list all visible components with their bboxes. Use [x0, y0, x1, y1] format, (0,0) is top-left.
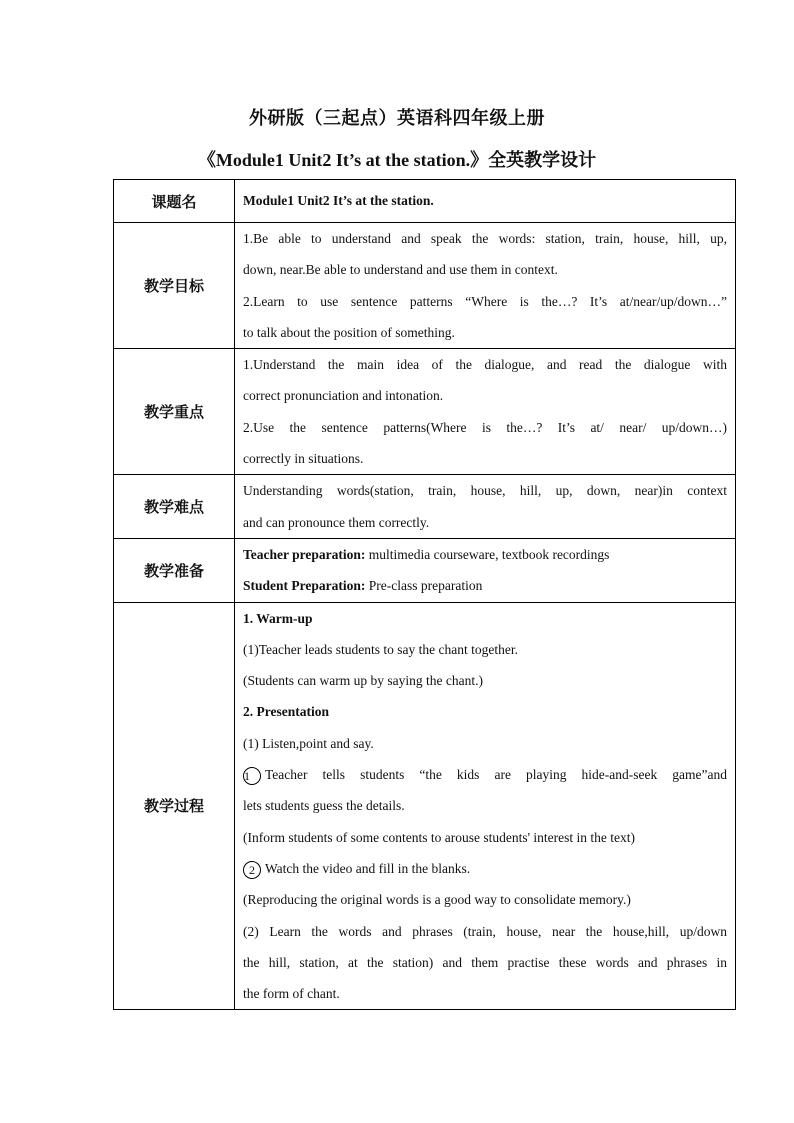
- process-content: [235, 602, 736, 1010]
- row-label-difficulties: 教学难点: [114, 475, 235, 539]
- table-row-topic: [114, 180, 736, 223]
- document-subtitle: 《Module1 Unit2 It’s at the station.》全英教学设计: [197, 150, 597, 170]
- topic-value: Module1 Unit2 It’s at the station.: [235, 180, 736, 223]
- preparation-content: [235, 538, 736, 602]
- key-points-line: 2.Use the sentence patterns(Where is the…? It’s at/ near/ up/down…): [243, 419, 727, 435]
- difficulties-line: Understanding words(station, train, house, hill, up, down, near)in context: [243, 483, 727, 499]
- process-line: (1)Teacher leads students to say the chant together.: [243, 641, 518, 657]
- process-line: lets students guess the details.: [243, 798, 405, 814]
- circled-number-2: 2: [243, 861, 261, 879]
- process-line: (Reproducing the original words is a good way to consolidate memory.): [243, 892, 631, 908]
- objectives-line: 2.Learn to use sentence patterns “Where is the…? It’s at/near/up/down…”: [243, 293, 727, 309]
- process-line: (2) Learn the words and phrases (train, house, near the house,hill, up/down: [243, 923, 727, 939]
- table-row-process: [114, 602, 736, 1010]
- difficulties-content: [235, 475, 736, 539]
- key-points-content: [235, 349, 736, 475]
- objectives-content: [235, 223, 736, 349]
- teacher-preparation: Teacher preparation: multimedia courseware, textbook recordings: [243, 546, 610, 562]
- table-row-difficulties: [114, 475, 736, 539]
- process-line: 2 Watch the video and fill in the blanks.: [243, 853, 727, 884]
- row-label-preparation: 教学准备: [114, 538, 235, 602]
- table-row-preparation: [114, 538, 736, 602]
- process-line: the form of chant.: [243, 986, 340, 1002]
- difficulties-line: and can pronounce them correctly.: [243, 514, 430, 530]
- row-label-topic: 课题名: [114, 180, 235, 223]
- student-preparation: Student Preparation: Pre-class preparation: [243, 578, 483, 594]
- process-line: 1 Teacher tells students “the kids are playing hide-and-seek game”and: [244, 767, 727, 783]
- key-points-line: correct pronunciation and intonation.: [243, 388, 444, 404]
- circled-number-1: 1: [243, 767, 261, 785]
- lesson-plan-table: [113, 179, 736, 1010]
- table-row-objectives: [114, 223, 736, 349]
- key-points-line: correctly in situations.: [243, 451, 364, 467]
- row-label-objectives: 教学目标: [114, 223, 235, 349]
- table-row-key-points: [114, 349, 736, 475]
- objectives-line: 1.Be able to understand and speak the words: station, train, house, hill, up,: [243, 231, 727, 246]
- warmup-heading: 1. Warm-up: [243, 610, 313, 626]
- objectives-line: to talk about the position of something.: [243, 324, 455, 340]
- document-title: 外研版（三起点）英语科四年级上册: [249, 108, 545, 128]
- presentation-heading: 2. Presentation: [243, 704, 329, 720]
- row-label-key-points: 教学重点: [114, 349, 235, 475]
- process-line: (1) Listen,point and say.: [243, 735, 374, 751]
- process-line: (Students can warm up by saying the chant.): [243, 673, 483, 689]
- objectives-line: down, near.Be able to understand and use them in context.: [243, 262, 558, 278]
- key-points-line: 1.Understand the main idea of the dialogue, and read the dialogue with: [243, 357, 727, 373]
- process-line: the hill, station, at the station) and them practise these words and phrases in: [243, 954, 727, 970]
- process-line: (Inform students of some contents to arouse students' interest in the text): [243, 829, 635, 845]
- row-label-process: 教学过程: [114, 602, 235, 1010]
